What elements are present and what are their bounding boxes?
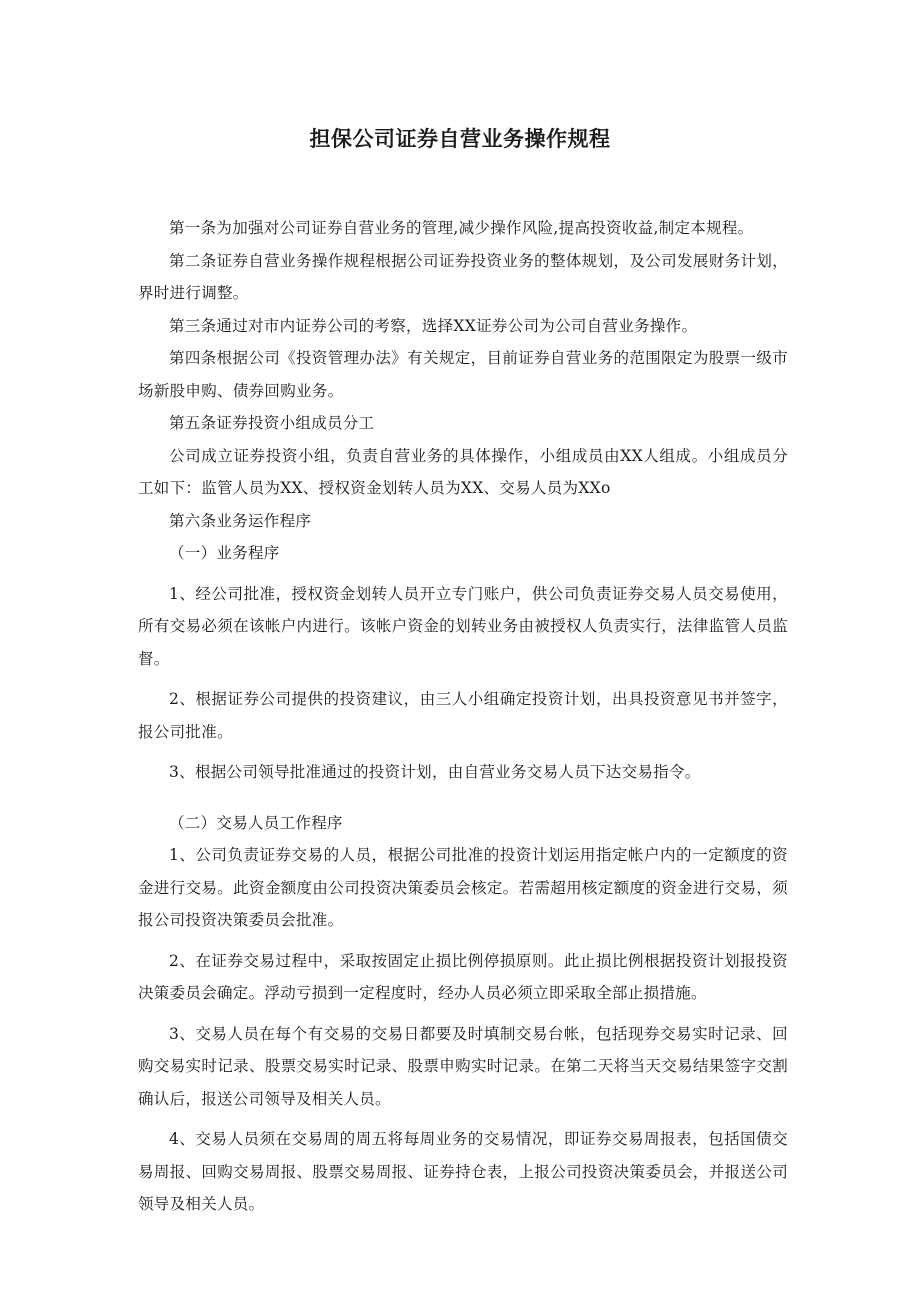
article-3: 第三条通过对市内证券公司的考察，选择XX证券公司为公司自营业务操作。 — [169, 316, 698, 335]
article-1: 第一条为加强对公司证券自营业务的管理,减少操作风险,提高投资收益,制定本规程。 — [169, 219, 754, 237]
section-1-item-1: 1、经公司批准，授权资金划转人员开立专门账户，供公司负责证券交易人员交易使用，所有交易必须在该帐户内进行。该帐户资金的划转业务由被授权人负责实行，法律监管人员监督。 — [138, 584, 788, 668]
document-title: 担保公司证券自营业务操作规程 — [309, 127, 611, 151]
document-body — [138, 212, 788, 1221]
article-5-heading: 第五条证券投资小组成员分工 — [169, 414, 375, 432]
article-2: 第二条证券自营业务操作规程根据公司证券投资业务的整体规划，及公司发展财务计划，界时进行调整。 — [138, 251, 788, 302]
article-5-body: 公司成立证券投资小组，负责自营业务的具体操作，小组成员由XX人组成。小组成员分工如下：监管人员为XX、授权资金划转人员为XX、交易人员为XXo — [138, 446, 788, 497]
section-1-heading: （一）业务程序 — [169, 544, 280, 562]
section-1-item-3: 3、根据公司领导批准通过的投资计划，由自营业务交易人员下达交易指令。 — [169, 763, 701, 781]
article-4: 第四条根据公司《投资管理办法》有关规定，目前证券自营业务的范围限定为股票一级市场新股申购、债券回购业务。 — [138, 349, 788, 400]
section-2-heading: （二）交易人员工作程序 — [169, 813, 343, 832]
section-2-item-2: 2、在证券交易过程中，采取按固定止损比例停损原则。此止损比例根据投资计划报投资决策委员会确定。浮动亏损到一定程度时，经办人员必须立即采取全部止损措施。 — [138, 951, 788, 1002]
section-2-item-4: 4、交易人员须在交易周的周五将每周业务的交易情况，即证券交易周报表，包括国债交易周报、回购交易周报、股票交易周报、证券持仓表，上报公司投资决策委员会，并报送公司领导及相关人员。 — [138, 1130, 788, 1213]
section-1-item-2: 2、根据证券公司提供的投资建议，由三人小组确定投资计划，出具投资意见书并签字，报公司批准。 — [138, 690, 788, 741]
section-2-item-3: 3、交易人员在每个有交易的交易日都要及时填制交易台帐，包括现券交易实时记录、回购交易实时记录、股票交易实时记录、股票申购实时记录。在第二天将当天交易结果签字交割确认后，报送公司领导及相关人员。 — [138, 1024, 788, 1108]
section-2-item-1: 1、公司负责证券交易的人员，根据公司批准的投资计划运用指定帐户内的一定额度的资金进行交易。此资金额度由公司投资决策委员会核定。若需超用核定额度的资金进行交易，须报公司投资决策委员会批准。 — [138, 846, 788, 929]
article-6-heading: 第六条业务运作程序 — [169, 511, 312, 530]
